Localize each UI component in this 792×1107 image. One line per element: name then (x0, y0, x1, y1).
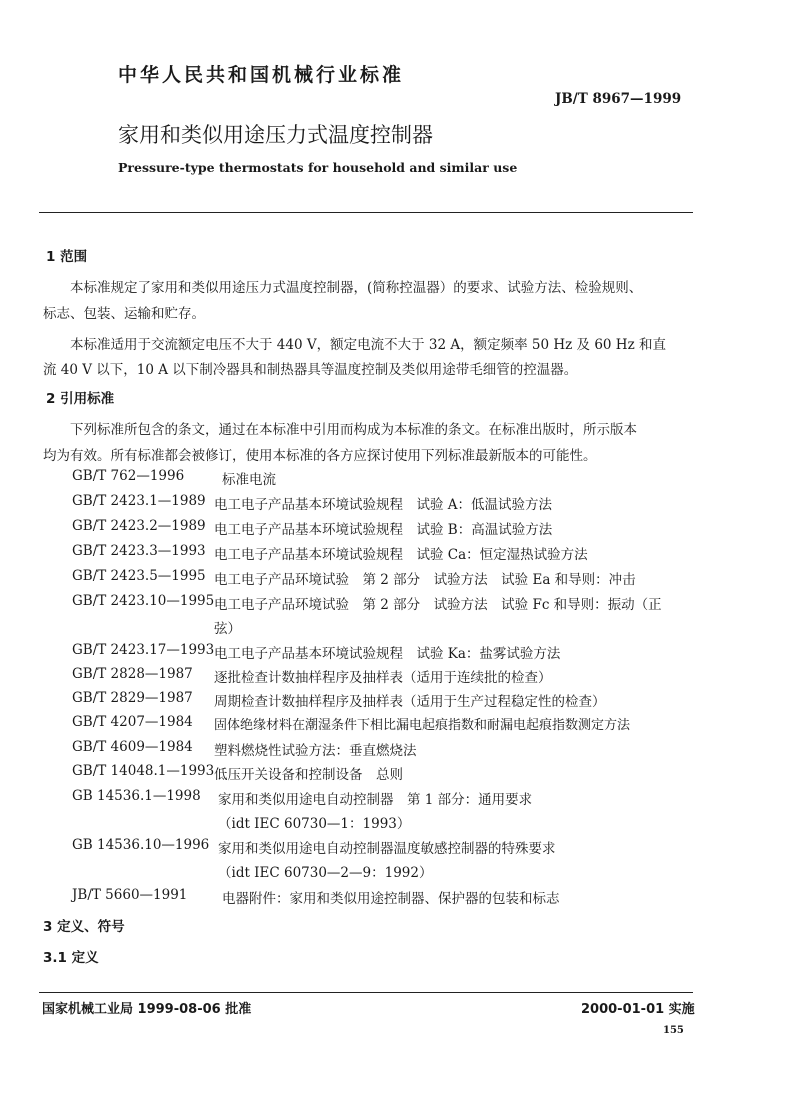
reference-title-continuation: 弦） (214, 621, 241, 637)
section-1-paragraph-1-line-2: 标志、包装、运输和贮存。 (43, 306, 205, 322)
document-title-cn: 家用和类似用途压力式温度控制器 (118, 123, 433, 147)
footer-divider (39, 992, 693, 993)
reference-code: GB/T 2423.10—1995 (72, 593, 215, 609)
issuing-organization: 中华人民共和国机械行业标准 (118, 64, 405, 86)
header-divider (39, 212, 693, 213)
reference-code: GB/T 4207—1984 (72, 714, 193, 730)
section-3-1-heading: 3.1 定义 (43, 950, 99, 966)
section-1-paragraph-2-line-2: 流 40 V 以下，10 A 以下制冷器具和制热器具等温度控制及类似用途带毛细管的控温器。 (43, 362, 578, 378)
reference-title: 电工电子产品基本环境试验规程 试验 Ka：盐雾试验方法 (214, 646, 561, 662)
standard-number: JB/T 8967—1999 (555, 91, 682, 107)
reference-title-continuation: （idt IEC 60730—2—9：1992） (218, 865, 433, 881)
reference-title: 低压开关设备和控制设备 总则 (214, 767, 403, 783)
reference-title: 电工电子产品基本环境试验规程 试验 A：低温试验方法 (214, 497, 553, 513)
section-2-heading: 2 引用标准 (46, 391, 115, 407)
reference-code: GB/T 2423.17—1993 (72, 642, 215, 658)
reference-title: 家用和类似用途电自动控制器温度敏感控制器的特殊要求 (218, 841, 556, 857)
reference-code: GB/T 2423.2—1989 (72, 518, 206, 534)
reference-title: 电工电子产品环境试验 第 2 部分 试验方法 试验 Fc 和导则：振动（正 (214, 597, 662, 613)
reference-code: GB/T 2423.1—1989 (72, 493, 206, 509)
reference-title: 周期检查计数抽样程序及抽样表（适用于生产过程稳定性的检查） (214, 694, 606, 710)
section-1-paragraph-1-line-1: 本标准规定了家用和类似用途压力式温度控制器，(简称控温器）的要求、试验方法、检验规则、 (70, 280, 643, 296)
reference-code: GB/T 4609—1984 (72, 739, 193, 755)
reference-title: 固体绝缘材料在潮湿条件下相比漏电起痕指数和耐漏电起痕指数测定方法 (214, 718, 631, 733)
reference-code: GB/T 2423.5—1995 (72, 568, 206, 584)
approval-note: 国家机械工业局 1999-08-06 批准 (42, 1002, 252, 1017)
effective-date: 2000-01-01 实施 (581, 1002, 695, 1017)
reference-code: GB/T 2423.3—1993 (72, 543, 206, 559)
reference-title: 电工电子产品基本环境试验规程 试验 B：高温试验方法 (214, 522, 553, 538)
reference-code: GB/T 2828—1987 (72, 666, 193, 682)
reference-title: 塑料燃烧性试验方法：垂直燃烧法 (214, 743, 417, 759)
section-2-paragraph-line-2: 均为有效。所有标准都会被修订，使用本标准的各方应探讨使用下列标准最新版本的可能性。 (43, 448, 597, 464)
section-3-heading: 3 定义、符号 (43, 919, 125, 935)
reference-title: 电器附件：家用和类似用途控制器、保护器的包装和标志 (222, 891, 560, 907)
reference-title: 电工电子产品基本环境试验规程 试验 Ca：恒定湿热试验方法 (214, 547, 588, 563)
reference-title: 逐批检查计数抽样程序及抽样表（适用于连续批的检查） (214, 670, 552, 686)
document-title-en: Pressure-type thermostats for household and similar use (118, 160, 518, 175)
reference-title-continuation: （idt IEC 60730—1：1993） (218, 816, 411, 832)
reference-code: GB 14536.1—1998 (72, 788, 201, 804)
reference-code: GB/T 14048.1—1993 (72, 763, 215, 779)
reference-title: 标准电流 (222, 472, 276, 488)
section-1-heading: 1 范围 (46, 249, 88, 265)
reference-code: GB 14536.10—1996 (72, 837, 210, 853)
section-1-paragraph-2-line-1: 本标准适用于交流额定电压不大于 440 V，额定电流不大于 32 A，额定频率 50 Hz 及 60 Hz 和直 (70, 337, 666, 353)
page-number: 155 (663, 1025, 684, 1036)
reference-title: 电工电子产品环境试验 第 2 部分 试验方法 试验 Ea 和导则：冲击 (214, 572, 636, 588)
section-2-paragraph-line-1: 下列标准所包含的条文，通过在本标准中引用而构成为本标准的条文。在标准出版时，所示版本 (70, 422, 637, 438)
reference-code: GB/T 2829—1987 (72, 690, 193, 706)
reference-code: JB/T 5660—1991 (72, 887, 188, 903)
reference-title: 家用和类似用途电自动控制器 第 1 部分：通用要求 (218, 792, 533, 808)
reference-code: GB/T 762—1996 (72, 468, 185, 484)
